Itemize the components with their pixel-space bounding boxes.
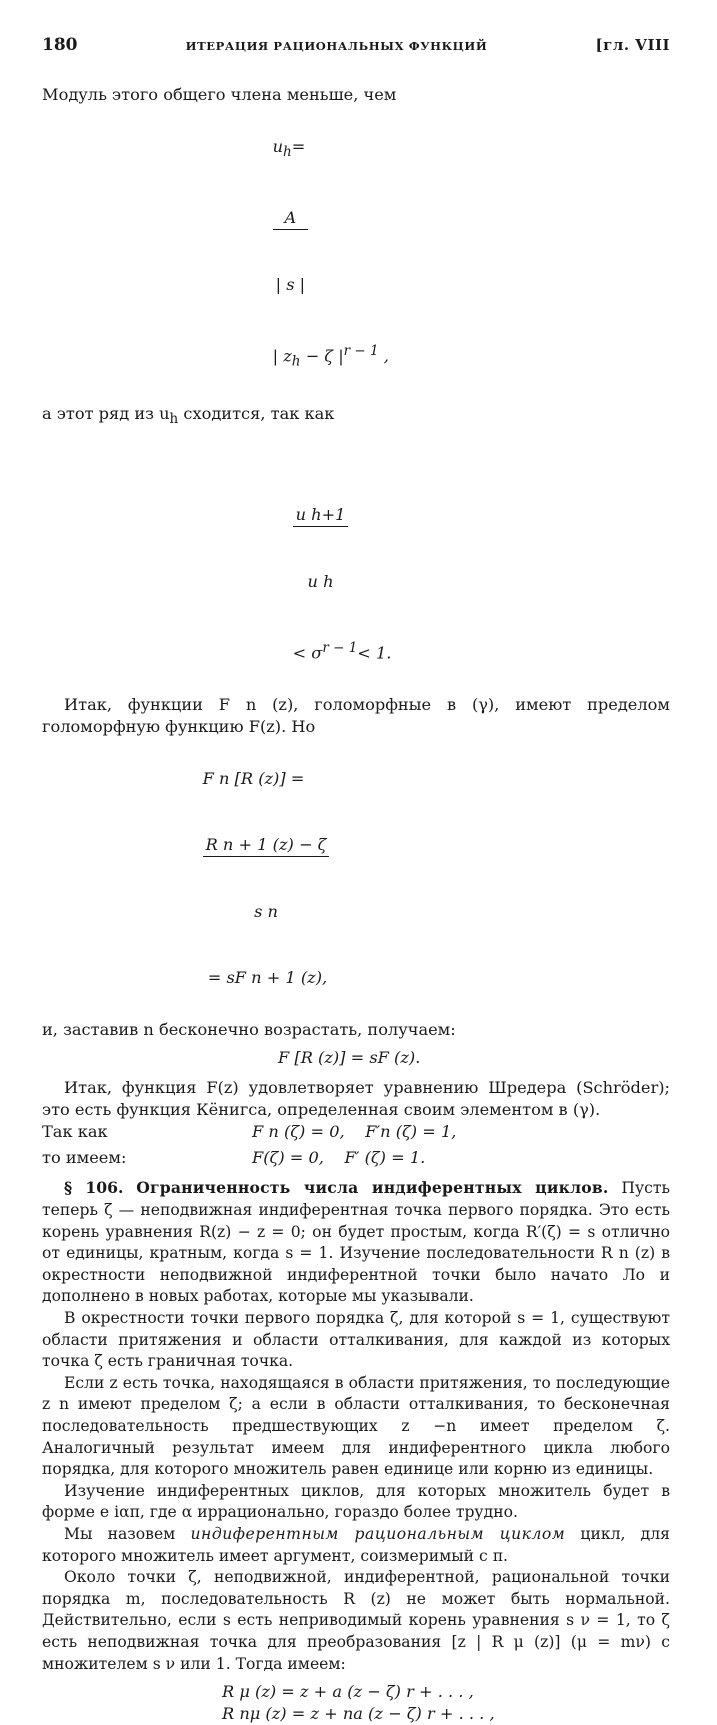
formula-6: F(ζ) = 0, F′ (ζ) = 1. [252, 1148, 426, 1168]
fraction-a-over-s: $\frac{A}{| s |}$ [273, 163, 309, 340]
paragraph-1: Модуль этого общего члена меньше, чем [42, 85, 397, 104]
section-title: Ограниченность числа индиферентных циклов. [136, 1178, 609, 1198]
page [42, 34, 670, 1725]
section-106-paragraph: § 106. Ограниченность числа индиферентных циклов. Пусть теперь ζ — неподвижная индиферентная точка первого порядка. Это есть корень уравнения R(z) − z = 0; он будет простым, когда R′(ζ) = s отлично от единицы, кратным, когда s = 1. Изучение последовательности R n (z) в окрестности неподвижной индиферентной точки было начато Ло и дополнено в новых работах, которые мы указывали. [42, 1178, 670, 1306]
paragraph-2: а этот ряд из $u_h$ сходится, так как [42, 403, 335, 428]
section-number: § 106. [64, 1178, 124, 1198]
formula-row-a: Так как F n (ζ) = 0, F′n (ζ) = 1, [42, 1122, 457, 1142]
formula-2: $\frac{\text{u h+1}}{\text{u h}}$ < $\sigma^{r - 1}< 1$. [42, 438, 670, 686]
formula-3: F n [R (z)] = $\frac{\text{R n + 1 (z) − ζ}}{\text{s n}}$ = sF n + 1 (z), [42, 746, 670, 1011]
paragraph-11: Мы назовем индиферентным рациональным циклом цикл, для которого множитель имеет аргумент, соизмеримый с π. [42, 1524, 671, 1565]
page-number: 180 [42, 35, 78, 55]
paragraph-3: Итак, функции F n (z), голоморфные в (γ), имеют пределом голоморфную функцию F(z). Но [42, 695, 670, 737]
fraction-u-ratio: $\frac{\text{u h+1}}{\text{u h}}$ [293, 460, 349, 637]
paragraph-9: Если z есть точка, находящаяся в области притяжения, то последующие z n имеют пределом ζ; а если в области отталкивания, то бесконечная последовательность предшествующих z −n имеет пределом ζ. Аналогичный результат имеем для индиферентного цикла любого порядка, для которого множитель равен единице или корню из единицы. [42, 1373, 670, 1479]
emphasized-term: индиферентным рациональным циклом [190, 1524, 566, 1543]
formula-7: R μ (z) = z + a (z − ζ) r + . . . , [222, 1682, 474, 1702]
running-title: ИТЕРАЦИЯ РАЦИОНАЛЬНЫХ ФУНКЦИЙ [185, 39, 488, 53]
formula-1: $u_h=$ $\frac{A}{| s |}$ | $z_h - \zeta$ $|^{r - 1}$ , [272, 137, 389, 370]
fraction-r-over-s: $\frac{\text{R n + 1 (z) − ζ}}{\text{s n}}$ [203, 790, 330, 967]
paragraph-8: В окрестности точки первого порядка ζ, для которой s = 1, существуют области притяжения и области отталкивания, для каждой из которых точка ζ есть граничная точка. [42, 1309, 670, 1371]
paragraph-10: Изучение индиферентных циклов, для которых множитель будет в форме e iαπ, где α иррационально, гораздо более трудно. [42, 1481, 670, 1522]
paragraph-12: Около точки ζ, неподвижной, индиферентной, рациональной точки порядка m, последовательность R (z) не может быть нормальной. Действительно, если s есть неприводимый корень уравнения s ν = 1, то ζ есть неподвижная точка для преобразования [z | R μ (z)] (μ = mν) с множителем s ν или 1. Тогда имеем: [42, 1568, 670, 1673]
paragraph-5: Итак, функция F(z) удовлетворяет уравнению Шредера (Schröder); это есть функция Кёнигса, определенная своим элементом в (γ). [42, 1078, 670, 1120]
chapter-reference: [гл. VIII [595, 36, 670, 54]
formula-5: F n (ζ) = 0, F′n (ζ) = 1, [252, 1122, 457, 1142]
formula-8: R nμ (z) = z + na (z − ζ) r + . . . , [222, 1704, 495, 1724]
paragraph-4: и, заставив n бесконечно возрастать, получаем: [42, 1020, 456, 1040]
running-header [42, 34, 670, 62]
formula-4: F [R (z)] = sF (z). [278, 1048, 421, 1068]
formula-row-b: то имеем: F(ζ) = 0, F′ (ζ) = 1. [42, 1148, 426, 1168]
